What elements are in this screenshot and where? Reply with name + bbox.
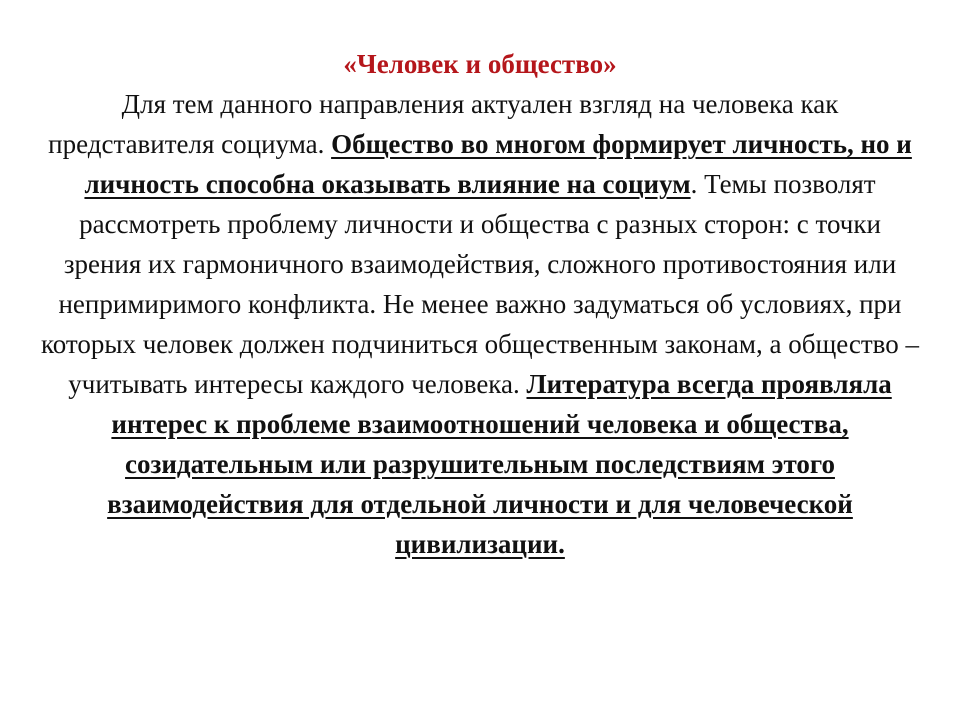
slide-paragraph xyxy=(40,84,920,564)
slide-title: «Человек и общество» xyxy=(343,49,617,79)
paragraph-emphasis-1: Общество во многом формирует личность, но и личность способна оказывать влияние на социум xyxy=(84,129,912,199)
paragraph-text-1: Для тем данного направления актуален взгляд на человека как представителя социума. xyxy=(48,89,839,159)
paragraph-emphasis-2: Литература всегда проявляла интерес к проблеме взаимоотношений человека и общества, созидательным или разрушительным последствиям этого взаимодействия для отдельной личности и для человеческой цивилизации. xyxy=(107,369,892,559)
slide-content xyxy=(40,44,920,564)
paragraph-text-2: . Темы позволят рассмотреть проблему личности и общества с разных сторон: с точки зрения их гармоничного взаимодействия, сложного противостояния или непримиримого конфликта. Не менее важно задуматься об условиях, при которых человек должен подчиниться общественным законам, а общество – учитывать интересы каждого человека. xyxy=(41,169,919,399)
